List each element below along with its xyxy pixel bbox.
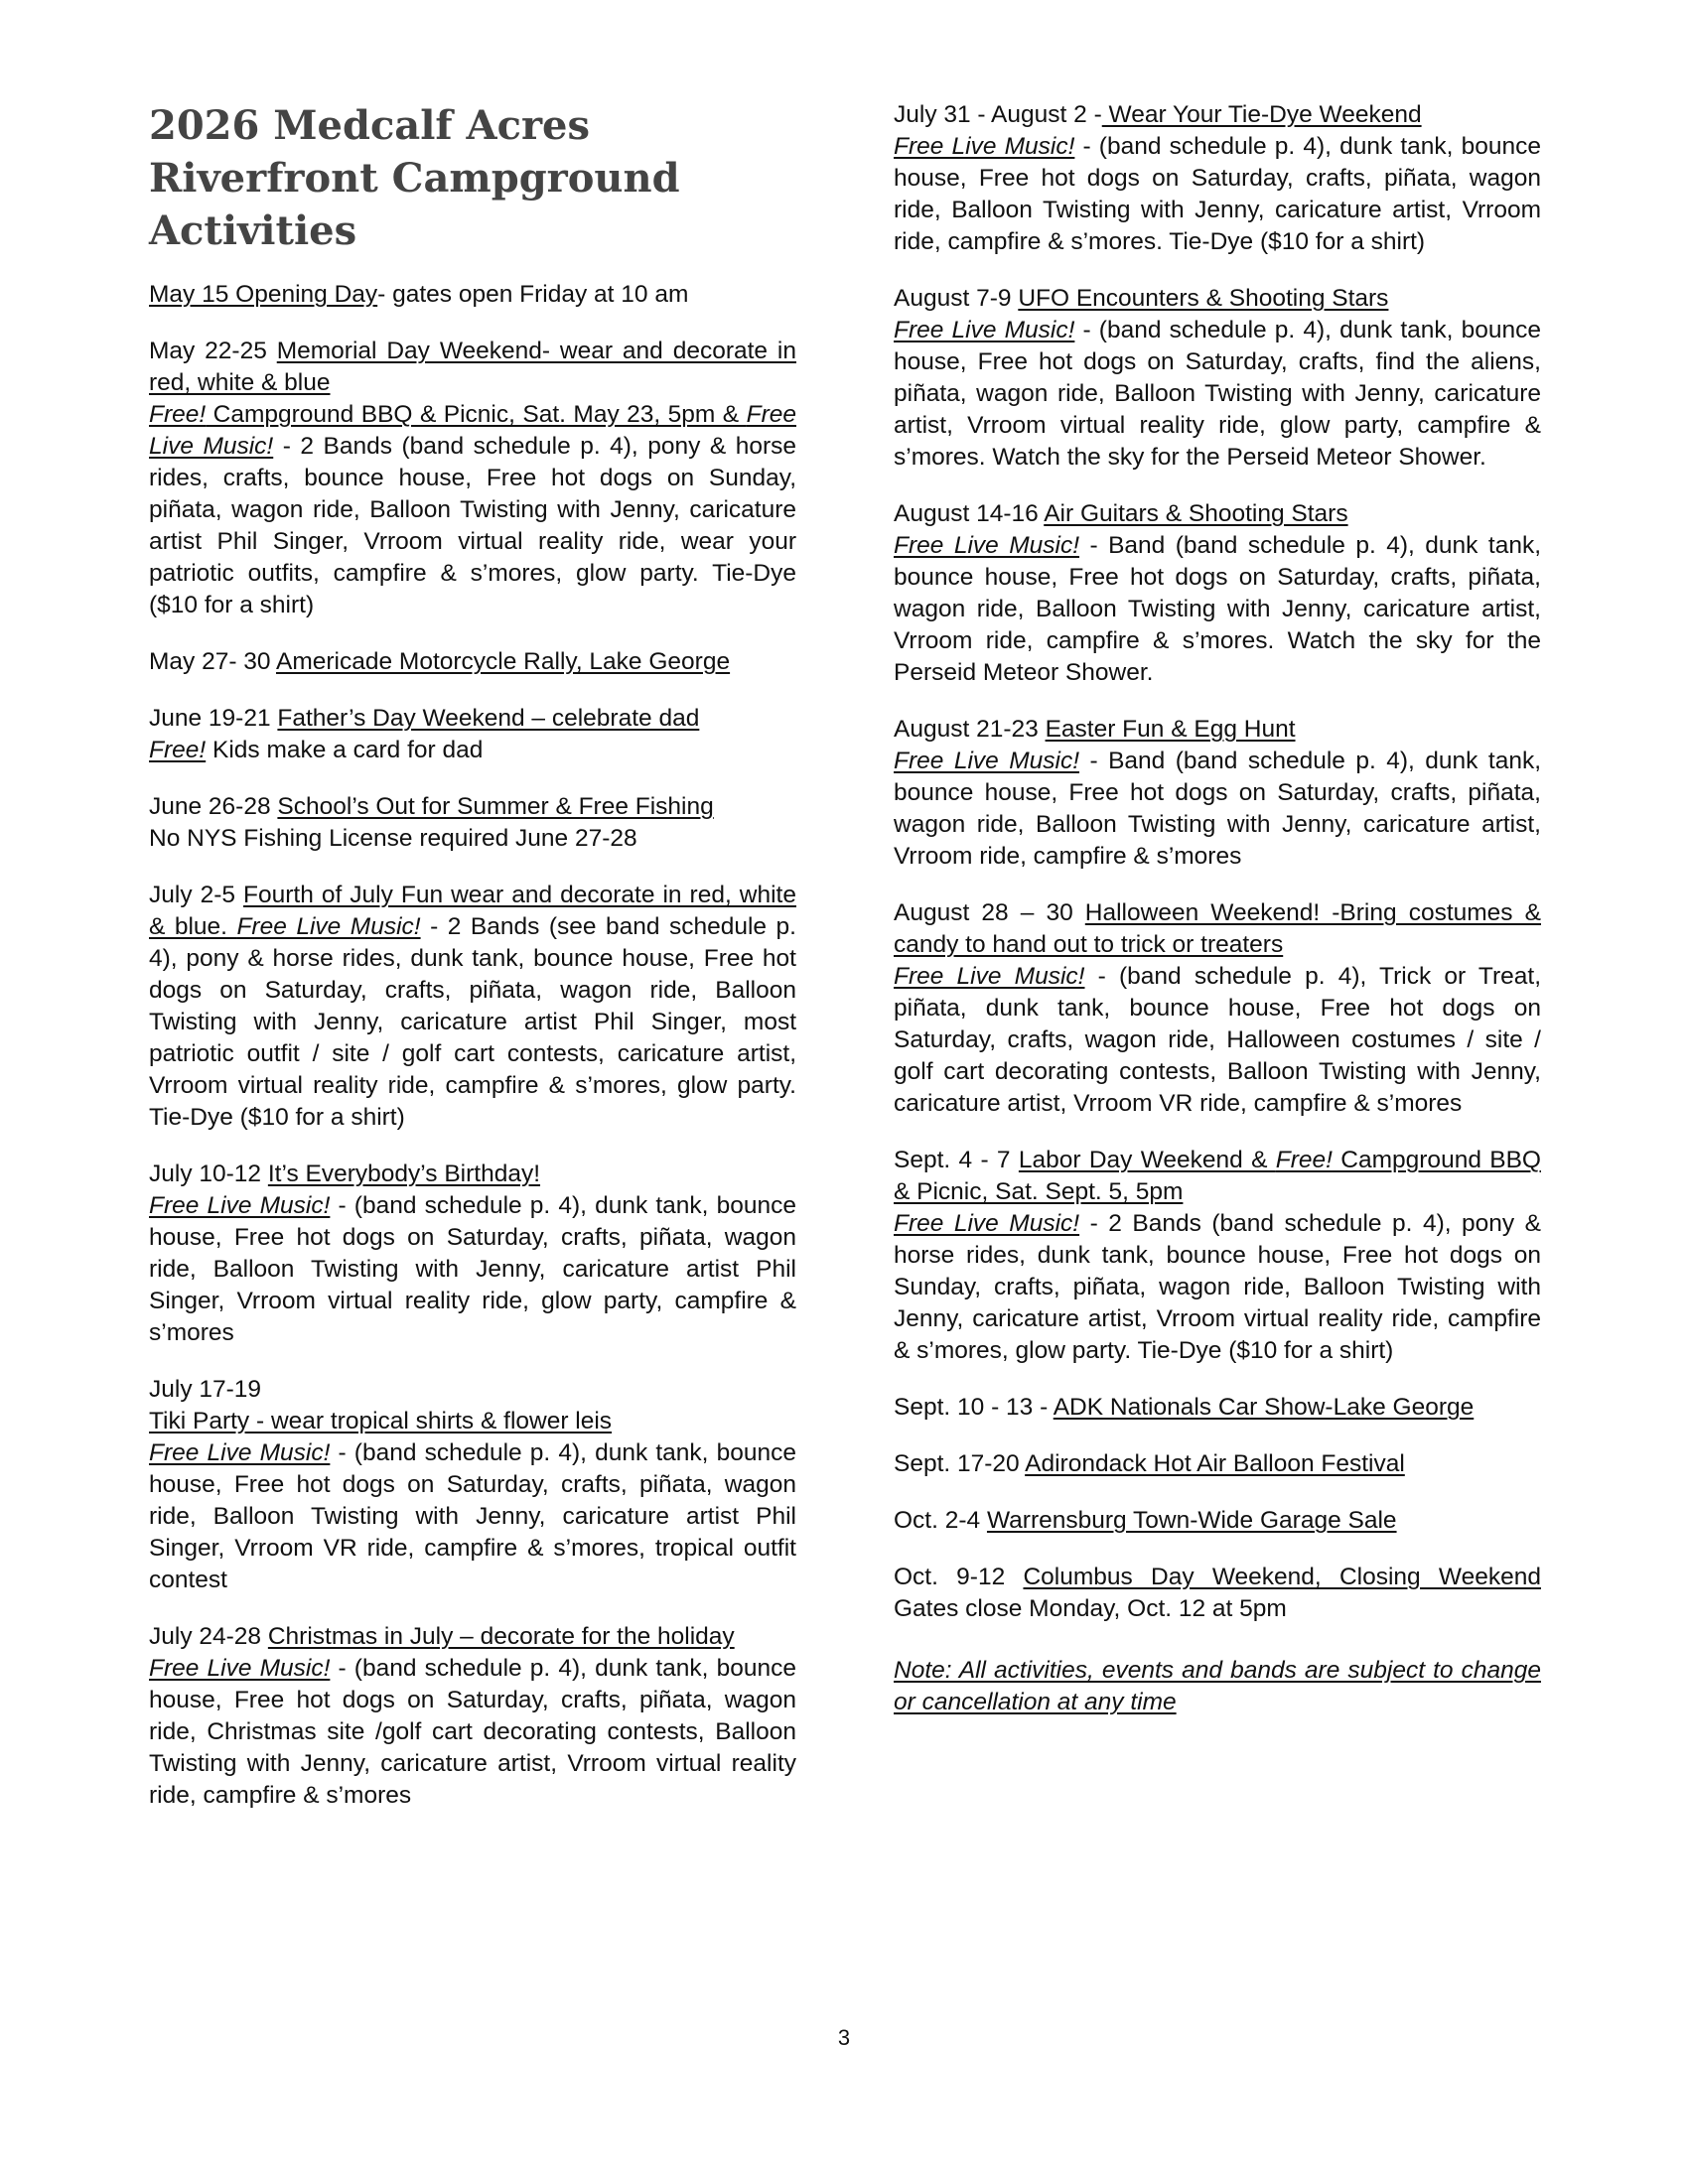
event-details: - (band schedule p. 4), dunk tank, bounce house, Free hot dogs on Saturday, crafts, piñata, wagon ride, Balloon Twisting with Jenny, caricature artist Phil Singer, Vrroom virtual reality ride, glow party, campfire & s’mores xyxy=(149,1192,796,1346)
page-number: 3 xyxy=(837,2025,851,2050)
free-live-music-label: Free Live Music! xyxy=(894,133,1075,160)
event-date: August 7-9 xyxy=(894,285,1019,312)
event-details: Gates close Monday, Oct. 12 at 5pm xyxy=(894,1595,1287,1622)
event-details: - Band (band schedule p. 4), dunk tank, bounce house, Free hot dogs on Saturday, crafts, piñata, wagon ride, Balloon Twisting with Jenny, caricature artist, Vrroom ride, campfire & s’mores xyxy=(894,748,1541,870)
event-details: - Band (band schedule p. 4), dunk tank, bounce house, Free hot dogs on Saturday, crafts, piñata, wagon ride, Balloon Twisting with Jenny, caricature artist, Vrroom ride, campfire & s’mores. Watch the sky for the Perseid Meteor Shower. xyxy=(894,532,1541,686)
free-live-music-label: Free Live Music! xyxy=(149,1439,331,1466)
event-date: Sept. 4 - 7 xyxy=(894,1147,1019,1173)
event-title: Tiki Party - wear tropical shirts & flower leis xyxy=(149,1408,613,1434)
event-details: - (band schedule p. 4), dunk tank, bounce house, Free hot dogs on Saturday, crafts, piñata, wagon ride, Balloon Twisting with Jenny, caricature artist Phil Singer, Vrroom VR ride, campfire & s’mores, tropical outfit contest xyxy=(149,1439,796,1593)
free-live-music-label: Free Live Music! xyxy=(894,963,1085,990)
free-live-music-label: Free Live Music! xyxy=(894,1210,1080,1237)
event-title: Halloween Weekend! -Bring costumes & candy to hand out to trick or treaters xyxy=(894,899,1541,958)
free-label: Free! xyxy=(1275,1147,1333,1173)
event-garage-sale xyxy=(894,1505,1541,1537)
free-live-music-label: Free Live Music! xyxy=(149,1192,331,1219)
event-date: July 31 - August 2 - xyxy=(894,101,1102,128)
event-details: - (band schedule p. 4), dunk tank, bounce house, Free hot dogs on Saturday, crafts, piñata, wagon ride, Balloon Twisting with Jenny, caricature artist, Vrroom ride, campfire & s’mores. Tie-Dye ($10 for a shirt) xyxy=(894,133,1541,255)
event-title: ADK Nationals Car Show-Lake George xyxy=(1053,1394,1475,1421)
event-details: Kids make a card for dad xyxy=(206,737,484,763)
event-date: July 24-28 xyxy=(149,1623,268,1650)
free-live-music-label: Free Live Music! xyxy=(149,401,796,460)
event-title: Air Guitars & Shooting Stars xyxy=(1044,500,1348,527)
event-date: July 17-19 xyxy=(149,1376,262,1403)
event-labor-day xyxy=(894,1145,1541,1367)
disclaimer-note: Note: All activities, events and bands are subject to change or cancellation at any time xyxy=(894,1657,1541,1715)
event-date: Oct. 9-12 xyxy=(894,1564,1024,1590)
event-date: June 19-21 xyxy=(149,705,278,732)
event-title: Adirondack Hot Air Balloon Festival xyxy=(1025,1450,1405,1477)
event-americade xyxy=(149,646,796,678)
event-details: - 2 Bands (see band schedule p. 4), pony & horse rides, dunk tank, bounce house, Free hot dogs on Saturday, crafts, piñata, wagon ride, Balloon Twisting with Jenny, caricature artist Phil Singer, most patriotic outfit / site / golf cart contests, caricature artist, Vrroom virtual reality ride, campfire & s’mores, glow party. Tie-Dye ($10 for a shirt) xyxy=(149,913,796,1131)
event-air-guitars xyxy=(894,498,1541,689)
event-halloween-weekend xyxy=(894,897,1541,1120)
event-date: May 22-25 xyxy=(149,338,277,364)
event-title: School’s Out for Summer & Free Fishing xyxy=(277,793,714,820)
event-opening-day xyxy=(149,279,796,311)
event-tiki-party xyxy=(149,1374,796,1596)
event-date: June 26-28 xyxy=(149,793,278,820)
event-date: July 10-12 xyxy=(149,1160,268,1187)
event-details: - 2 Bands (band schedule p. 4), pony & horse rides, dunk tank, bounce house, Free hot dogs on Sunday, crafts, piñata, wagon ride, Balloon Twisting with Jenny, caricature artist, Vrroom virtual reality ride, campfire & s’mores, glow party. Tie-Dye ($10 for a shirt) xyxy=(894,1210,1541,1364)
event-date: August 28 – 30 xyxy=(894,899,1085,926)
event-title: Christmas in July – decorate for the holiday xyxy=(267,1623,735,1650)
event-details: - (band schedule p. 4), dunk tank, bounce house, Free hot dogs on Saturday, crafts, find the aliens, piñata, wagon ride, Balloon Twisting with Jenny, caricature artist, Vrroom virtual reality ride, glow party, campfire & s’mores. Watch the sky for the Perseid Meteor Shower. xyxy=(894,317,1541,471)
event-title: It’s Everybody’s Birthday! xyxy=(267,1160,541,1187)
event-memorial-day xyxy=(149,336,796,621)
event-christmas-in-july xyxy=(149,1621,796,1812)
free-live-music-label: Free Live Music! xyxy=(894,532,1080,559)
event-details: - (band schedule p. 4), dunk tank, bounce house, Free hot dogs on Saturday, crafts, piñata, wagon ride, Christmas site /golf cart decorating contests, Balloon Twisting with Jenny, caricature artist, Vrroom virtual reality ride, campfire & s’mores xyxy=(149,1655,796,1809)
event-ufo-encounters xyxy=(894,283,1541,474)
event-date: May 27- 30 xyxy=(149,648,277,675)
event-date: Sept. 10 - 13 - xyxy=(894,1394,1054,1421)
event-everybodys-birthday xyxy=(149,1159,796,1349)
event-title: Fourth of July Fun wear and decorate in red, white & blue. xyxy=(149,882,796,940)
event-title: May 15 Opening Day xyxy=(149,281,378,308)
event-date: August 21-23 xyxy=(894,716,1046,743)
event-date: Sept. 17-20 xyxy=(894,1450,1026,1477)
event-adk-car-show xyxy=(894,1392,1541,1424)
left-column xyxy=(149,279,796,1837)
event-title: Labor Day Weekend & xyxy=(1018,1147,1276,1173)
event-subtitle: Campground BBQ & Picnic, Sat. Sept. 5, 5pm xyxy=(894,1147,1541,1205)
event-details: - 2 Bands (band schedule p. 4), pony & horse rides, crafts, bounce house, Free hot dogs on Sunday, piñata, wagon ride, Balloon Twisting with Jenny, caricature artist Phil Singer, Vrroom virtual reality ride, wear your patriotic outfits, campfire & s’mores, glow party. Tie-Dye ($10 for a shirt) xyxy=(149,433,796,618)
event-schools-out xyxy=(149,791,796,855)
event-title: Columbus Day Weekend, Closing Weekend xyxy=(1023,1564,1541,1590)
free-label: Free! xyxy=(149,401,207,428)
event-fathers-day xyxy=(149,703,796,766)
event-fourth-of-july xyxy=(149,880,796,1134)
event-title: Easter Fun & Egg Hunt xyxy=(1045,716,1296,743)
event-title: Father’s Day Weekend – celebrate dad xyxy=(277,705,700,732)
event-columbus-day xyxy=(894,1562,1541,1625)
event-tie-dye-weekend xyxy=(894,99,1541,258)
event-balloon-festival xyxy=(894,1448,1541,1480)
event-title: Americade Motorcycle Rally, Lake George xyxy=(276,648,731,675)
free-live-music-label: Free Live Music! xyxy=(894,748,1080,774)
event-subtitle: Campground BBQ & Picnic, Sat. May 23, 5pm & xyxy=(206,401,747,428)
page-title: 2026 Medcalf Acres Riverfront Campground Activities xyxy=(149,102,680,254)
event-date: August 14-16 xyxy=(894,500,1045,527)
event-title: Warrensburg Town-Wide Garage Sale xyxy=(986,1507,1397,1534)
event-title: UFO Encounters & Shooting Stars xyxy=(1018,285,1389,312)
event-details: - (band schedule p. 4), Trick or Treat, piñata, dunk tank, bounce house, Free hot dogs on Saturday, crafts, wagon ride, Halloween costumes / site / golf cart decorating contests, Balloon Twisting with Jenny, caricature artist, Vrroom VR ride, campfire & s’mores xyxy=(894,963,1542,1117)
right-column xyxy=(894,99,1541,1743)
event-title: Memorial Day Weekend- wear and decorate in red, white & blue xyxy=(149,338,797,396)
free-live-music-label: Free Live Music! xyxy=(894,317,1075,343)
free-live-music-label: Free Live Music! xyxy=(149,1655,331,1682)
event-easter-fun xyxy=(894,714,1541,873)
event-date: Oct. 2-4 xyxy=(894,1507,987,1534)
event-title: Wear Your Tie-Dye Weekend xyxy=(1101,101,1422,128)
event-date: July 2-5 xyxy=(149,882,244,908)
free-live-music-label: Free Live Music! xyxy=(236,913,421,940)
event-details: No NYS Fishing License required June 27-28 xyxy=(149,825,637,852)
event-details: - gates open Friday at 10 am xyxy=(377,281,689,308)
free-label: Free! xyxy=(149,737,207,763)
